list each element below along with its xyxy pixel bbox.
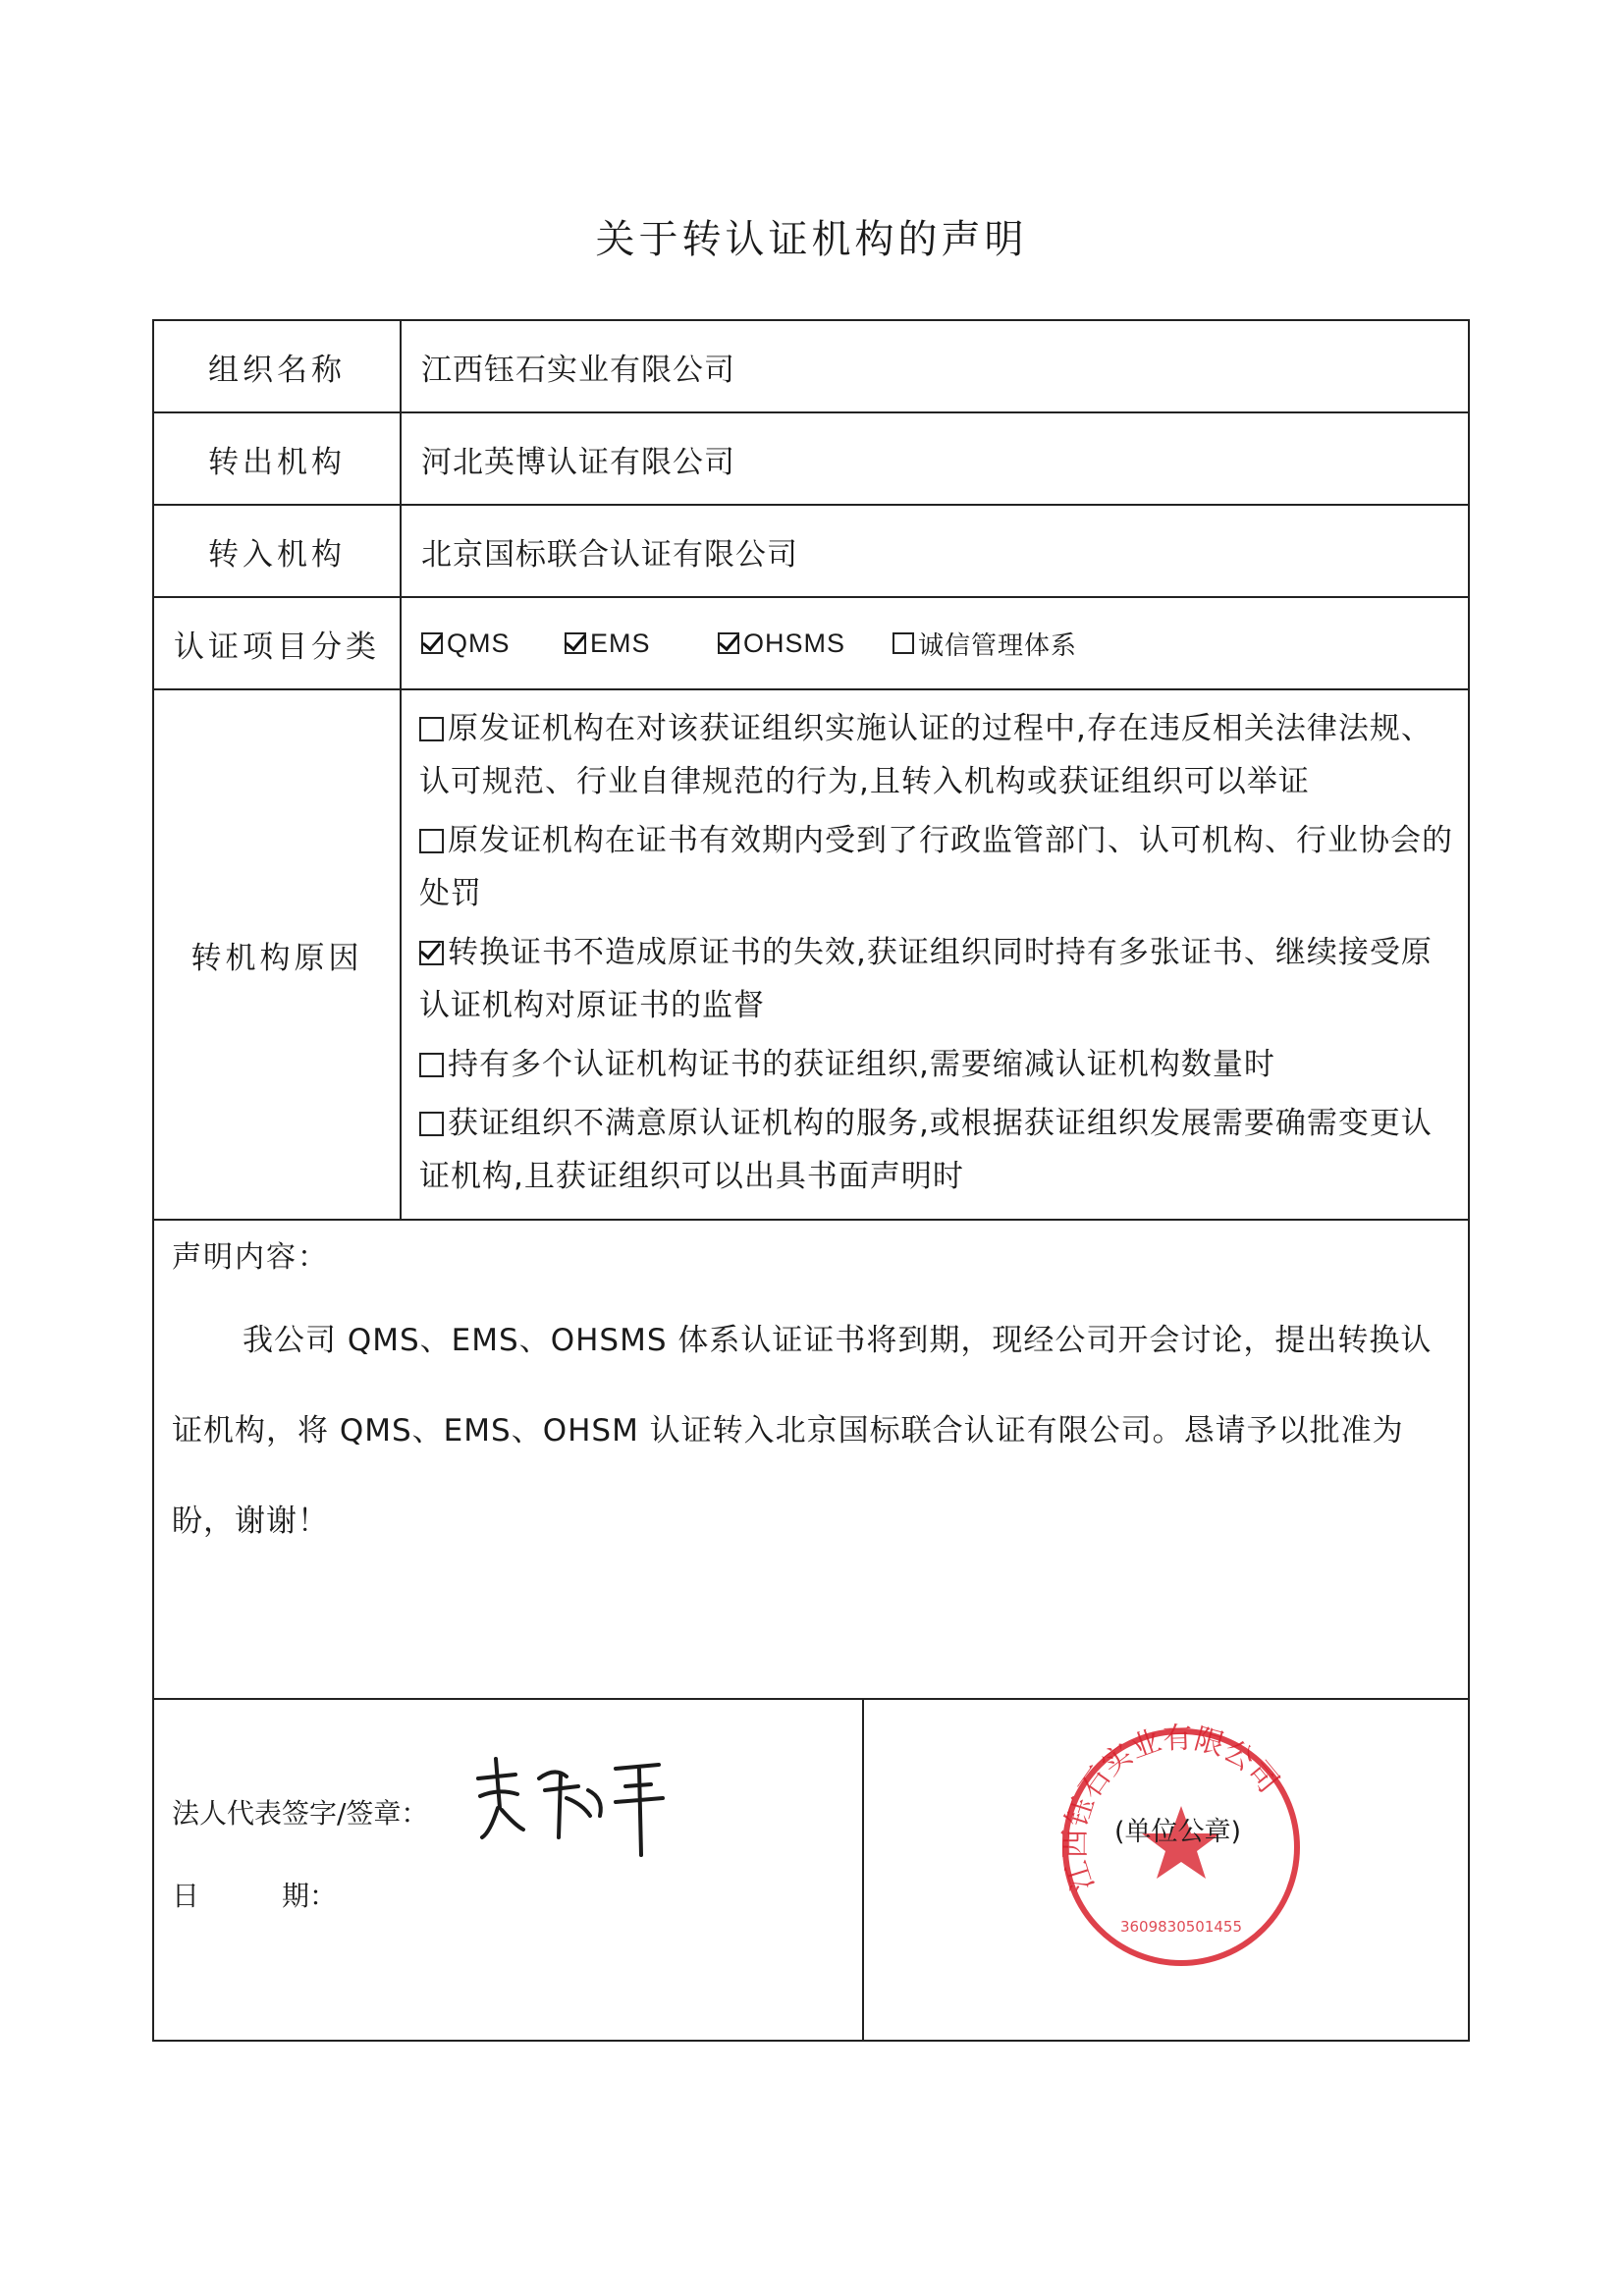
handwritten-signature <box>468 1739 675 1857</box>
category-integrity: 诚信管理体系 <box>893 626 1077 662</box>
checkbox-icon <box>419 941 444 965</box>
reason-item: 获证组织不满意原认证机构的服务,或根据获证组织发展需要确需变更认证机构,且获证组织可以出具书面声明时 <box>419 1106 1433 1194</box>
reasons-row <box>153 689 1469 1220</box>
category-label: 认证项目分类 <box>153 597 401 689</box>
reasons-label: 转机构原因 <box>153 689 401 1220</box>
reason-item: 原发证机构在证书有效期内受到了行政监管部门、认可机构、行业协会的处罚 <box>419 823 1453 911</box>
declaration-row <box>153 1220 1469 1699</box>
org-value: 江西钰石实业有限公司 <box>401 320 1469 412</box>
in-agency-row <box>153 505 1469 597</box>
out-agency-value: 河北英博认证有限公司 <box>401 412 1469 505</box>
category-ohsms: OHSMS <box>718 629 893 659</box>
org-label: 组织名称 <box>153 320 401 412</box>
category-qms: QMS <box>421 629 565 659</box>
category-options <box>421 626 1468 662</box>
checkbox-icon <box>718 632 739 654</box>
checkbox-icon <box>419 829 444 853</box>
checkbox-icon <box>565 632 586 654</box>
seal-label: (单位公章) <box>1114 1817 1242 1847</box>
checkbox-icon <box>421 632 443 654</box>
in-agency-label: 转入机构 <box>153 505 401 597</box>
reason-item: 原发证机构在对该获证组织实施认证的过程中,存在违反相关法律法规、认可规范、行业自律规范的行为,且转入机构或获证组织可以举证 <box>419 711 1433 799</box>
org-row <box>153 320 1469 412</box>
seal-arc-text: 江西钰石实业有限公司 <box>1057 1722 1286 1895</box>
date-label: 日 期： <box>172 1880 338 1912</box>
reason-item: 持有多个认证机构证书的获证组织,需要缩减认证机构数量时 <box>419 1038 1458 1091</box>
out-agency-row <box>153 412 1469 505</box>
declaration-form <box>152 319 1470 2042</box>
document-title: 关于转认证机构的声明 <box>595 217 1028 262</box>
out-agency-label: 转出机构 <box>153 412 401 505</box>
reason-item: 转换证书不造成原证书的失效,获证组织同时持有多张证书、继续接受原认证机构对原证书的监督 <box>419 935 1433 1023</box>
checkbox-icon <box>893 632 914 654</box>
declaration-heading: 声明内容： <box>172 1240 329 1275</box>
checkbox-icon <box>419 1053 444 1077</box>
declaration-body: 我公司 QMS、EMS、OHSMS 体系认证证书将到期，现经公司开会讨论，提出转换认证机构，将 QMS、EMS、OHSM 认证转入北京国标联合认证有限公司。恳请予以批准为盼，谢谢！ <box>172 1323 1433 1539</box>
in-agency-value: 北京国标联合认证有限公司 <box>401 505 1469 597</box>
signature-row <box>153 1699 1469 2041</box>
checkbox-icon <box>419 1112 444 1136</box>
svg-text:江西钰石实业有限公司 <box>1058 1722 1285 1895</box>
seal-number: 3609830501455 <box>1119 1918 1243 1936</box>
category-row <box>153 597 1469 689</box>
category-ems: EMS <box>565 629 718 659</box>
rep-signature-label: 法人代表签字/签章： <box>172 1797 429 1830</box>
checkbox-icon <box>419 717 444 741</box>
